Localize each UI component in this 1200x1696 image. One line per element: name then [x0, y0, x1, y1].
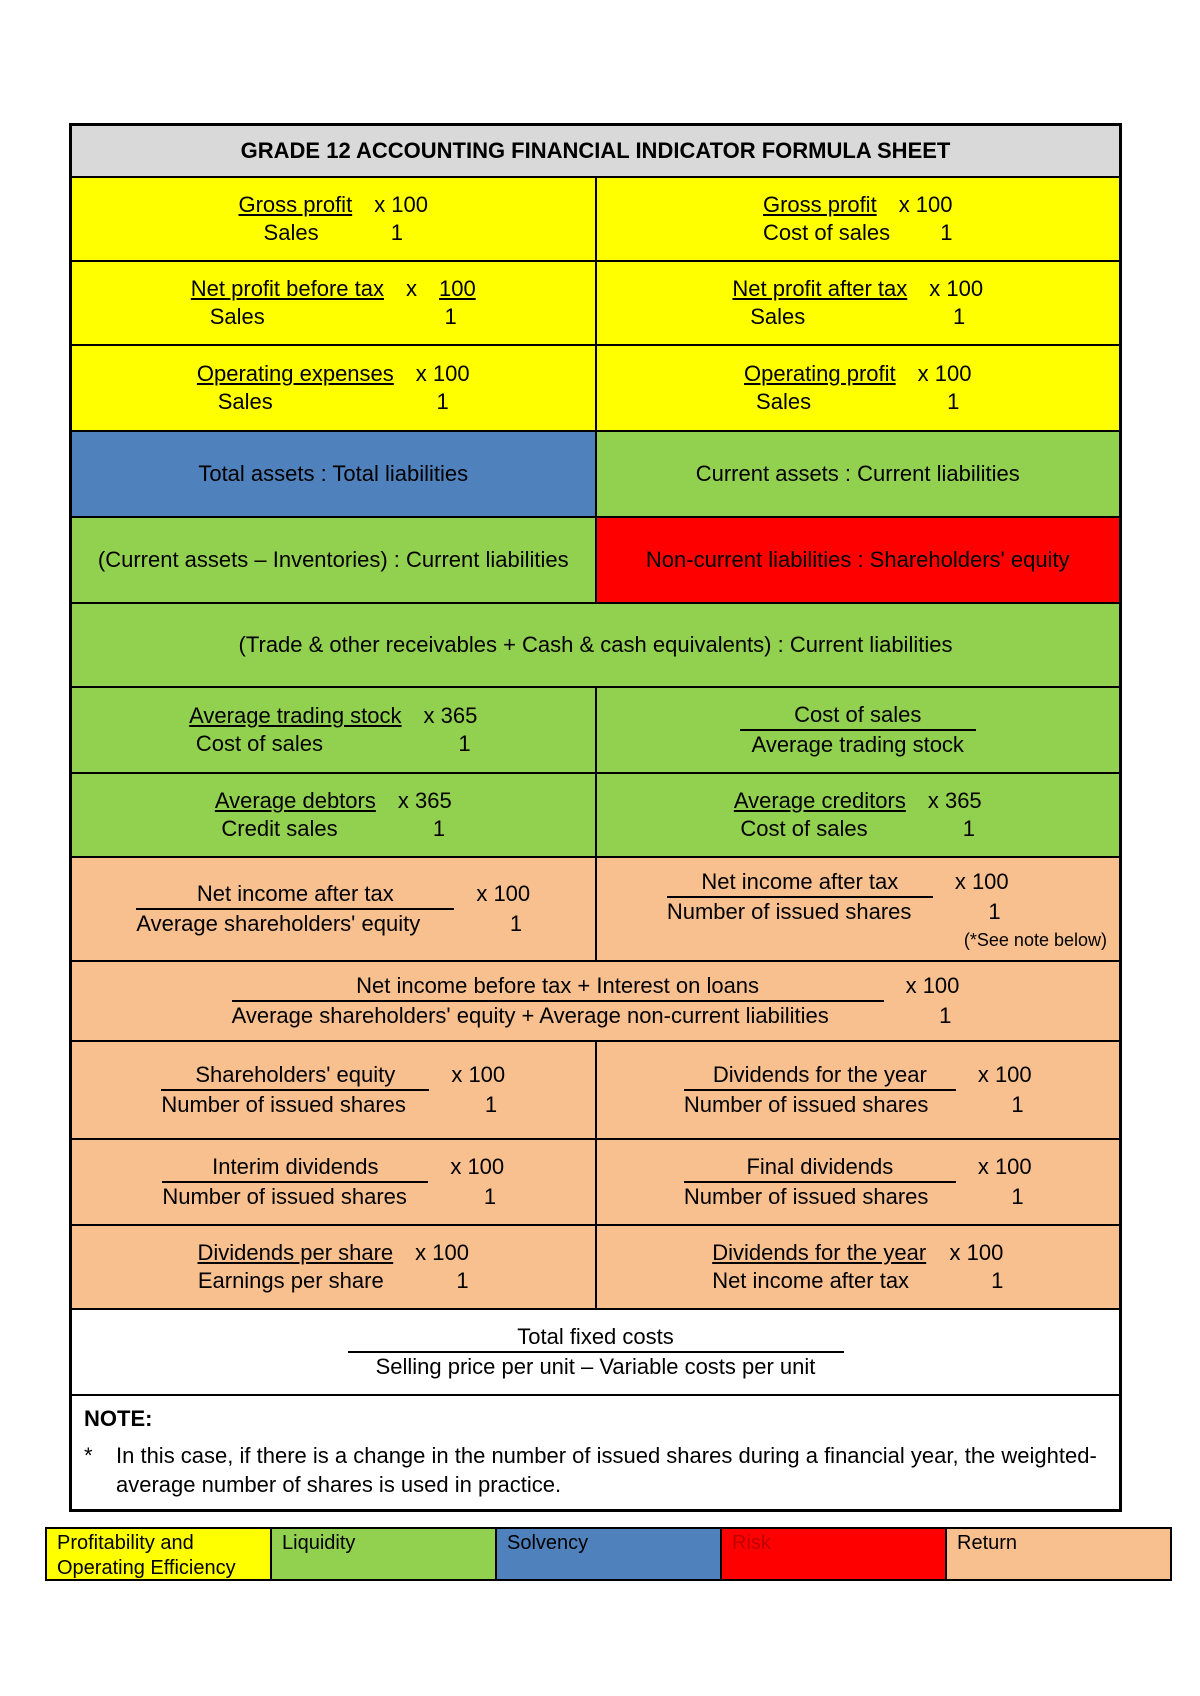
one: 1	[952, 304, 966, 329]
one: 1	[988, 899, 1001, 924]
gross-profit-row	[72, 176, 1119, 260]
opex-cell	[72, 346, 595, 430]
title-row	[72, 126, 1119, 176]
multiplier: x 100	[917, 361, 972, 386]
one: 1	[483, 1184, 497, 1209]
numerator: Interim dividends	[162, 1153, 428, 1183]
numerator: Net income after tax	[667, 868, 933, 898]
stock-days-cell	[72, 688, 595, 772]
npat-cell	[595, 262, 1120, 344]
interim-formula	[162, 1153, 504, 1211]
debtors-liquidity-row	[72, 602, 1119, 686]
nav-cell	[72, 1042, 595, 1138]
multiplier: x 100	[977, 1154, 1032, 1179]
eps-formula	[667, 868, 1009, 926]
legend-profitability: Profitability and Operating Efficiency	[47, 1529, 270, 1579]
breakeven-row	[72, 1308, 1119, 1394]
debtors-creditors-row	[72, 772, 1119, 856]
numerator: Dividends for the year	[684, 1061, 956, 1091]
numerator: Dividends for the year	[712, 1240, 927, 1265]
legend-solvency: Solvency	[495, 1529, 720, 1579]
multiplier: x 100	[415, 1240, 469, 1265]
denominator: Average trading stock	[751, 732, 964, 757]
one: 1	[484, 1092, 498, 1117]
multiplier: x 100	[929, 276, 984, 301]
payout-formula	[198, 1239, 470, 1295]
denominator: Sales	[217, 389, 273, 414]
payout-cell	[72, 1226, 595, 1308]
eps-cell	[595, 858, 1120, 960]
multiplier: x 100	[415, 361, 470, 386]
multiplier: x 100	[451, 1062, 506, 1087]
denominator: Average shareholders' equity + Average non-current liabilities	[231, 1003, 829, 1028]
multiplier: x 100	[954, 869, 1009, 894]
gp-cos-formula	[763, 191, 953, 247]
final-cell	[595, 1140, 1120, 1224]
note-block	[72, 1396, 1119, 1509]
denominator: Sales	[756, 389, 812, 414]
nav-formula	[161, 1061, 505, 1119]
solvency-ratio-cell	[72, 432, 595, 516]
div-income-cell	[595, 1226, 1120, 1308]
debt-equity-ratio: Non-current liabilities : Shareholders' equity	[645, 547, 1070, 572]
solvency-current-row	[72, 430, 1119, 516]
denominator: Cost of sales	[762, 220, 891, 245]
denominator: Number of issued shares	[683, 1092, 929, 1117]
roce-cell	[72, 962, 1119, 1040]
multiplier: x 100	[898, 192, 953, 217]
one: 1	[1011, 1184, 1024, 1209]
one: 1	[940, 220, 953, 245]
numerator: Average trading stock	[189, 703, 402, 728]
roce-row	[72, 960, 1119, 1040]
denominator: Average shareholders' equity	[136, 911, 421, 936]
one: 1	[991, 1268, 1004, 1293]
acid-test-cell	[72, 518, 595, 602]
denominator: Net income after tax	[712, 1268, 910, 1293]
note-text: In this case, if there is a change in the number of issued shares during a financial year, the weighted-average number of shares is used in practice.	[116, 1443, 1097, 1497]
multiplier: x 100	[374, 192, 429, 217]
denominator: Sales	[263, 220, 319, 245]
one: 1	[458, 731, 471, 756]
note-heading: NOTE:	[84, 1406, 153, 1431]
numerator: Gross profit	[238, 192, 353, 217]
numerator: Operating profit	[744, 361, 896, 386]
multiplier: x 365	[927, 788, 982, 813]
gp-sales-formula	[238, 191, 428, 247]
multiplier: x 100	[450, 1154, 505, 1179]
denominator: Number of issued shares	[161, 1092, 406, 1117]
denominator: Sales	[209, 304, 265, 329]
opprofit-cell	[595, 346, 1120, 430]
one: 1	[456, 1268, 469, 1293]
npbt-formula	[191, 275, 476, 331]
numerator: Gross profit	[762, 192, 877, 217]
final-formula	[684, 1153, 1032, 1211]
current-ratio: Current assets : Current liabilities	[695, 461, 1020, 486]
multiplier: x	[406, 276, 417, 301]
opex-formula	[197, 360, 470, 416]
breakeven-cell	[72, 1310, 1119, 1394]
one: 1	[436, 389, 449, 414]
debt-equity-cell	[595, 518, 1120, 602]
acid-debt-row	[72, 516, 1119, 602]
denominator: Number of issued shares	[683, 1184, 929, 1209]
debtors-days-formula	[215, 787, 452, 843]
denominator: Number of issued shares	[162, 1184, 407, 1209]
multiplier: x 100	[949, 1240, 1004, 1265]
denominator: Sales	[750, 304, 806, 329]
numerator: Dividends per share	[197, 1240, 394, 1265]
numerator: Final dividends	[684, 1153, 956, 1183]
denominator: Credit sales	[221, 816, 338, 841]
debtors-ratio-cell	[72, 604, 1119, 686]
denominator: Earnings per share	[197, 1268, 384, 1293]
multiplier: x 100	[905, 973, 960, 998]
numerator: Average debtors	[214, 788, 376, 813]
note-row	[72, 1394, 1119, 1509]
multiplier: x 100	[977, 1062, 1032, 1087]
payout-row	[72, 1224, 1119, 1308]
numerator: Cost of sales	[740, 701, 976, 731]
operating-row	[72, 344, 1119, 430]
stock-turnover-cell	[595, 688, 1120, 772]
one: 1	[509, 911, 523, 936]
breakeven-formula	[348, 1323, 844, 1381]
opprofit-formula	[744, 360, 971, 416]
numerator: Total fixed costs	[348, 1323, 844, 1353]
gp-cos-cell	[595, 178, 1120, 260]
npat-formula	[732, 275, 983, 331]
debtors-ratio: (Trade & other receivables + Cash & cash equivalents) : Current liabilities	[238, 632, 953, 657]
multiplier: x 365	[397, 788, 452, 813]
denominator: Selling price per unit – Variable costs per unit	[375, 1354, 816, 1379]
stock-turnover-formula	[740, 701, 976, 759]
one: 1	[444, 304, 457, 329]
see-note-reference: (*See note below)	[963, 930, 1107, 950]
nav-dps-row	[72, 1040, 1119, 1138]
denominator: Cost of sales	[195, 731, 323, 756]
multiplier: x 100	[476, 881, 531, 906]
one: 1	[962, 816, 976, 841]
dps-formula	[684, 1061, 1032, 1119]
legend-liquidity: Liquidity	[270, 1529, 495, 1579]
one: 1	[432, 816, 446, 841]
roce-formula	[232, 972, 960, 1030]
denominator: Cost of sales	[740, 816, 868, 841]
numerator: Net profit before tax	[190, 276, 384, 301]
formula-sheet-table	[69, 123, 1122, 1512]
legend-return: Return	[945, 1529, 1170, 1579]
numerator: Net profit after tax	[732, 276, 908, 301]
numerator: Average creditors	[733, 788, 906, 813]
roe-cell	[72, 858, 595, 960]
interim-cell	[72, 1140, 595, 1224]
interim-final-row	[72, 1138, 1119, 1224]
roe-eps-row	[72, 856, 1119, 960]
note-asterisk: *	[84, 1443, 93, 1468]
creditors-days-cell	[595, 774, 1120, 856]
dps-cell	[595, 1042, 1120, 1138]
one: 1	[947, 389, 960, 414]
numerator: Shareholders' equity	[161, 1061, 429, 1091]
multiplier: x 365	[423, 703, 478, 728]
stock-days-formula	[189, 702, 477, 758]
debtors-days-cell	[72, 774, 595, 856]
creditors-days-formula	[734, 787, 982, 843]
npbt-cell	[72, 262, 595, 344]
gp-sales-cell	[72, 178, 595, 260]
numerator: Operating expenses	[196, 361, 394, 386]
solvency-ratio: Total assets : Total liabilities	[198, 461, 469, 486]
numerator: Net income before tax + Interest on loans	[232, 972, 884, 1002]
legend-risk: Risk	[720, 1529, 945, 1579]
category-legend	[45, 1527, 1172, 1581]
one: 1	[939, 1003, 952, 1028]
stock-row	[72, 686, 1119, 772]
acid-test-ratio: (Current assets – Inventories) : Current liabilities	[97, 547, 569, 572]
roe-formula	[136, 880, 530, 938]
hundred: 100	[439, 276, 476, 301]
sheet-title: GRADE 12 ACCOUNTING FINANCIAL INDICATOR FORMULA SHEET	[240, 138, 951, 163]
net-profit-row	[72, 260, 1119, 344]
denominator: Number of issued shares	[666, 899, 912, 924]
one: 1	[1011, 1092, 1024, 1117]
current-ratio-cell	[595, 432, 1120, 516]
numerator: Net income after tax	[136, 880, 454, 910]
one: 1	[390, 220, 403, 245]
div-income-formula	[712, 1239, 1003, 1295]
